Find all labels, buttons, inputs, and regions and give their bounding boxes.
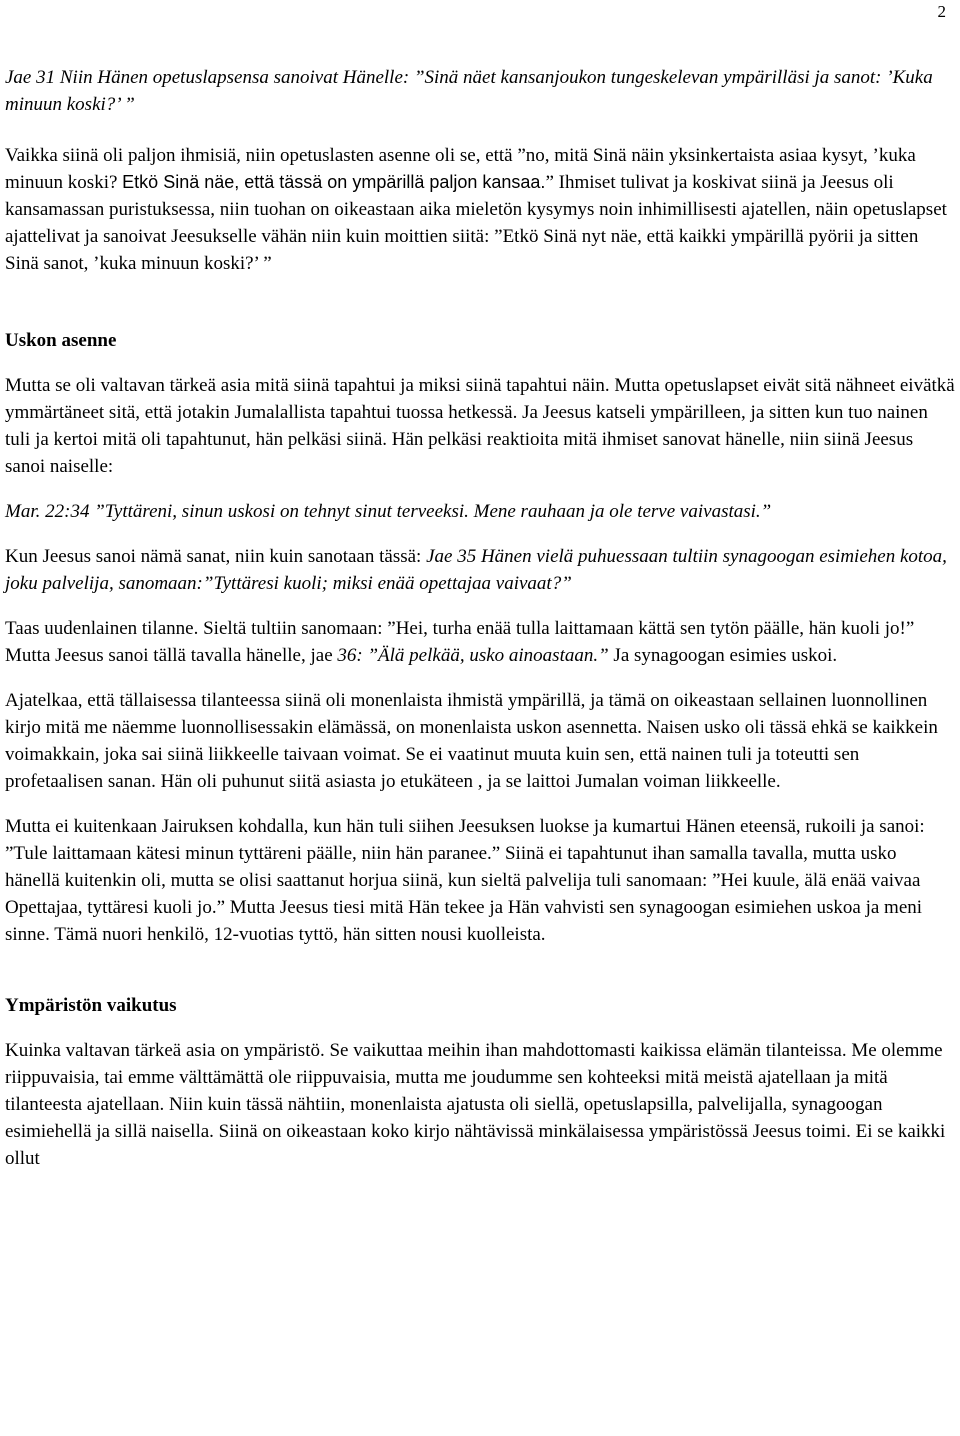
paragraph-mark-quote	[5, 498, 955, 525]
paragraph-verse-31	[5, 64, 955, 118]
paragraph-jairus: Mutta ei kuitenkaan Jairuksen kohdalla, kun hän tuli siihen Jeesuksen luokse ja kumartui Hänen eteensä, rukoili ja sanoi: ”Tule laittamaan kätesi minun tyttäreni päälle, niin hän paranee.” Siinä ei tapahtunut ihan samalla tavalla, mutta usko hänellä kuitenkin oli, mutta se olisi saattanut horjua siinä, kun sieltä palvelija tuli sanomaan: ”Hei kuule, älä enää vaivaa Opettajaa, tyttäresi kuoli jo.” Mutta Jeesus tiesi mitä Hän tekee ja Hän vahvisti sen synagoogan esimiehen uskoa ja meni sinne. Tämä nuori henkilö, 12-vuotias tyttö, hän sitten nousi kuolleista.	[5, 816, 925, 945]
heading-uskon-asenne: Uskon asenne	[5, 330, 117, 351]
document-body	[5, 64, 955, 1172]
paragraph-think-about: Ajatelkaa, että tällaisessa tilanteessa siinä oli monenlaista ihmistä ympärillä, ja tämä on oikeastaan sellainen luonnollinen kirjo mitä me näemme luonnollisessakin elämässä, on monenlaista uskon asennetta. Naisen usko oli tässä ehkä se kaikkein voimakkain, joka sai siinä liikkeelle taivaan voimat. Se ei vaatinut muuta kuin sen, että nainen tuli ja toteutti sen profetaalisen sanan. Hän oli puhunut siitä asiasta jo etukäteen , ja se laittoi Jumalan voiman liikkeelle.	[5, 690, 938, 792]
disciples-attitude-sans: Etkö Sinä näe, että tässä on ympärillä paljon kansaa.	[122, 172, 546, 192]
paragraph-verse-35	[5, 543, 955, 597]
heading-ympariston-vaikutus: Ympäristön vaikutus	[5, 995, 177, 1016]
new-situation-end: Ja synagoogan esimies uskoi.	[608, 645, 838, 666]
verse-35-quote: Jae 35 Hänen vielä puhuessaan tultiin synagoogan esimiehen kotoa, joku palvelija, sanomaan:”Tyttäresi kuoli; miksi enää opettajaa vaivaat?”	[5, 546, 947, 594]
new-situation-start: Taas uudenlainen tilanne. Sieltä tultiin sanomaan: ”Hei, turha enää tulla laittamaan kättä sen tytön päälle, hän kuoli jo!” Mutta Jeesus sanoi tällä tavalla hänelle, jae	[5, 618, 915, 666]
disciples-attitude-start: Vaikka siinä oli paljon ihmisiä, niin opetuslasten asenne oli se, että ”no, mitä Sinä näin yksinkertaista asiaa kysyt, ’kuka minuun koski?	[5, 145, 916, 193]
paragraph-important-matter: Mutta se oli valtavan tärkeä asia mitä siinä tapahtui ja miksi siinä tapahtui näin. Mutta opetuslapset eivät sitä nähneet eivätkä ymmärtäneet sitä, että jotakin Jumalallista tapahtui tuossa hetkessä. Ja Jeesus katseli ympärilleen, ja sitten kun tuo nainen tuli ja kertoi mitä oli tapahtunut, hän pelkäsi siinä. Hän pelkäsi reaktioita mitä ihmiset sanovat hänelle, niin siinä Jeesus sanoi naiselle:	[5, 375, 955, 477]
disciples-attitude-rest: ” Ihmiset tulivat ja koskivat siinä ja Jeesus oli kansamassan puristuksessa, niin tuohan on oikeastaan aika mieletön kysymys noin inhimillisesti ajatellen, näin opetuslapset ajattelivat ja sanoivat Jeesukselle vähän niin kuin moittien siitä: ”Etkö Sinä nyt näe, että kaikki ympärillä pyörii ja sitten Sinä sanot, ’kuka minuun koski?’ ”	[5, 172, 947, 274]
paragraph-new-situation	[5, 615, 955, 669]
verse-36-quote: 36: ”Älä pelkää, usko ainoastaan.”	[337, 645, 609, 666]
verse-31-quote: Jae 31 Niin Hänen opetuslapsensa sanoivat Hänelle: ”Sinä näet kansanjoukon tungeskelevan ympärilläsi ja sanot: ’Kuka minuun koski?’ ”	[5, 67, 933, 115]
paragraph-disciples-attitude	[5, 142, 955, 277]
page-number: 2	[937, 2, 946, 21]
verse-35-intro: Kun Jeesus sanoi nämä sanat, niin kuin sanotaan tässä:	[5, 546, 427, 567]
paragraph-environment: Kuinka valtavan tärkeä asia on ympäristö. Se vaikuttaa meihin ihan mahdottomasti kaikissa elämän tilanteissa. Me olemme riippuvaisia, tai emme välttämättä ole riippuvaisia, mutta me joudumme sen kohteeksi mitä meistä ajatellaan ja mitä tilanteesta ajatellaan. Niin kuin tässä nähtiin, monenlaista ajatusta oli siellä, opetuslapsilla, palvelijalla, synagoogan esimiehellä ja sillä naisella. Siinä on oikeastaan koko kirjo nähtävissä minkälaisessa ympäristössä Jeesus toimi. Ei se kaikki ollut	[5, 1040, 946, 1169]
mark-quote-text: Mar. 22:34 ”Tyttäreni, sinun uskosi on tehnyt sinut terveeksi. Mene rauhaan ja ole terve vaivastasi.”	[5, 501, 772, 522]
